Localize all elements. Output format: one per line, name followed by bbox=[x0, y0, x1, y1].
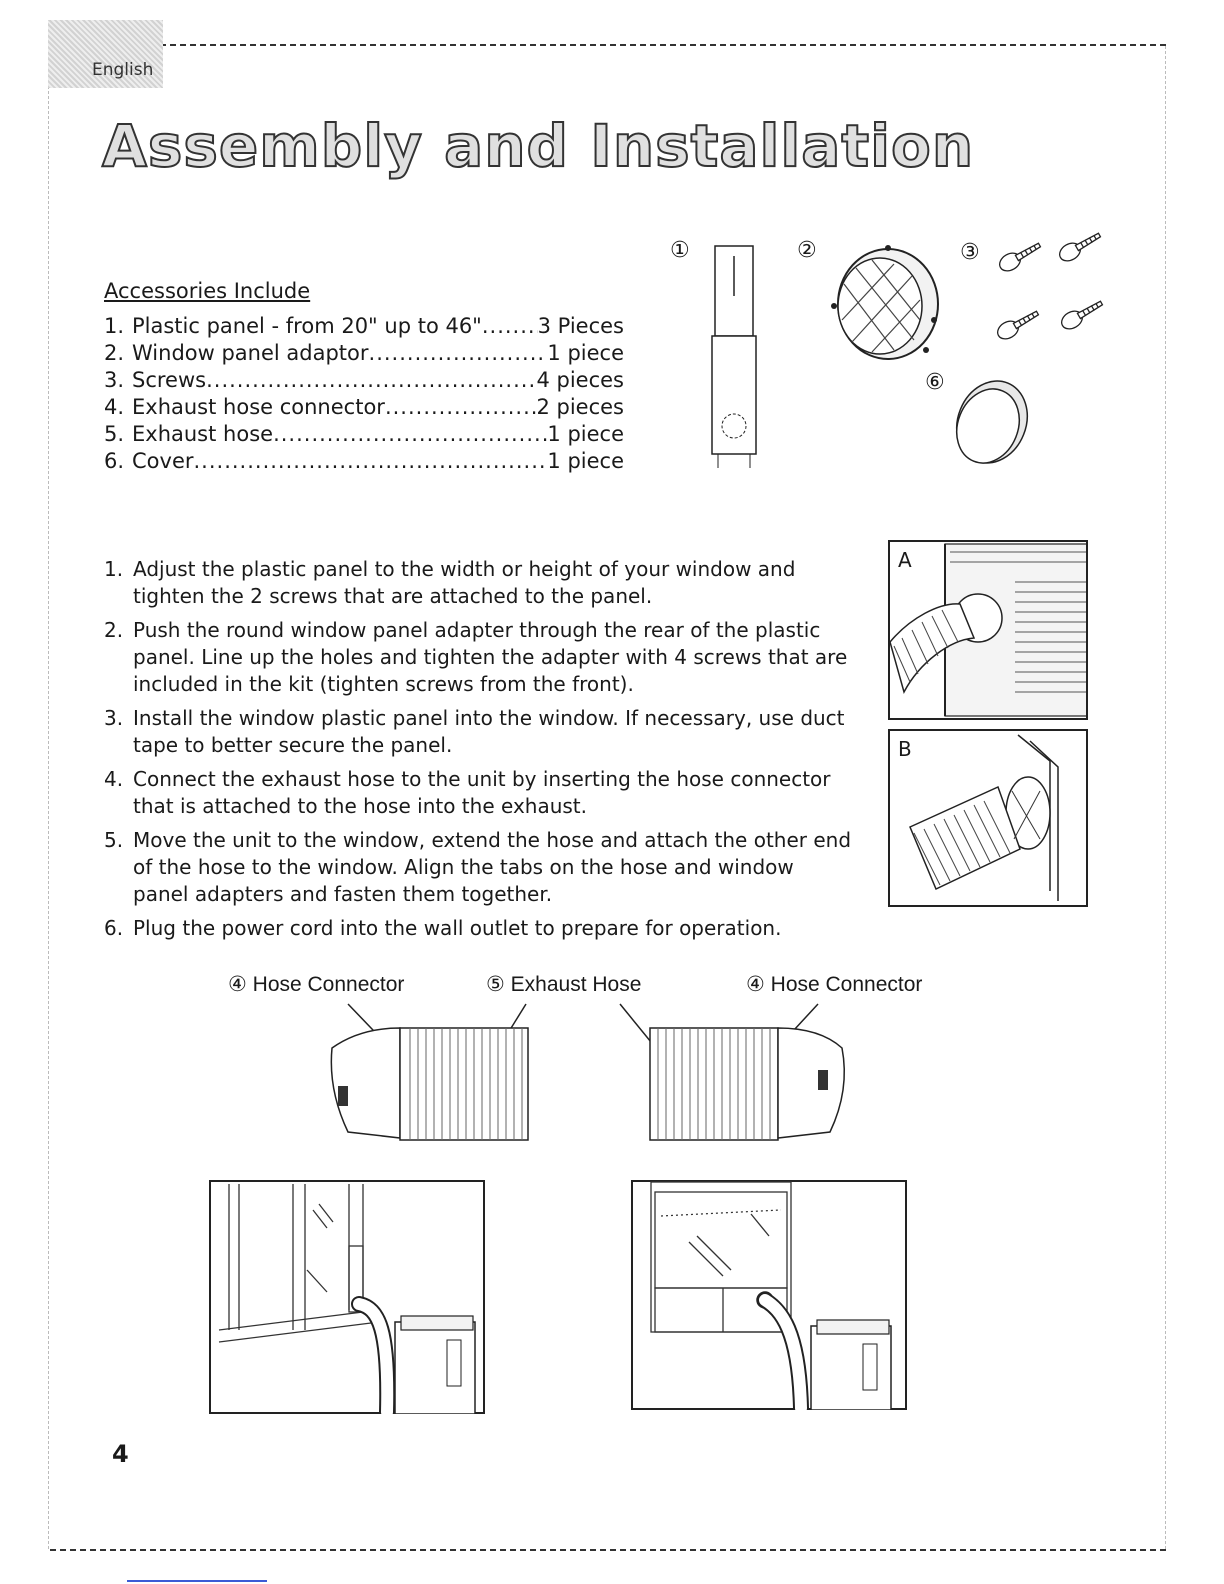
language-tab bbox=[48, 20, 163, 88]
accessory-number: 2. bbox=[104, 341, 125, 365]
step-number: 2. bbox=[104, 618, 124, 642]
marker-adaptor: ② bbox=[797, 238, 817, 263]
step-number: 1. bbox=[104, 557, 124, 581]
accessory-quantity: 1 piece bbox=[547, 422, 624, 446]
accessory-quantity: 1 piece bbox=[547, 341, 624, 365]
step-number: 5. bbox=[104, 828, 124, 852]
accessory-quantity: 4 pieces bbox=[536, 368, 624, 392]
accessory-name: Exhaust hose bbox=[132, 422, 274, 446]
installation-steps bbox=[104, 556, 854, 949]
step-item bbox=[104, 827, 854, 908]
accessory-number: 6. bbox=[104, 449, 125, 473]
marker-screws: ③ bbox=[960, 240, 980, 265]
accessory-item bbox=[104, 395, 624, 422]
callout-hose-connector-left: ④ Hose Connector bbox=[228, 973, 405, 996]
window-install-right-illustration bbox=[631, 1180, 907, 1410]
step-text: Connect the exhaust hose to the unit by inserting the hose connector that is attached to the hose into the exhaust. bbox=[133, 767, 831, 818]
accessory-name: Exhaust hose connector bbox=[132, 395, 385, 419]
leader-dots bbox=[369, 341, 548, 368]
leader-dots bbox=[273, 422, 547, 449]
figure-b bbox=[888, 729, 1088, 907]
accessory-quantity: 3 Pieces bbox=[537, 314, 624, 338]
leader-dots bbox=[482, 314, 538, 341]
page-title: Assembly and Installation bbox=[102, 112, 975, 180]
callout-hose-connector-right: ④ Hose Connector bbox=[746, 973, 923, 996]
leader-dots bbox=[385, 395, 537, 422]
cover-illustration bbox=[948, 378, 1030, 470]
accessory-quantity: 1 piece bbox=[547, 449, 624, 473]
right-dashed-border bbox=[1165, 46, 1166, 1549]
accessory-item bbox=[104, 314, 624, 341]
window-adaptor-illustration bbox=[822, 244, 947, 364]
bottom-dashed-border bbox=[50, 1549, 1166, 1551]
accessory-item bbox=[104, 449, 624, 476]
leader-dots bbox=[206, 368, 536, 395]
step-text: Move the unit to the window, extend the hose and attach the other end of the hose to the window. Align the tabs on the hose and window panel adapters and fasten them together. bbox=[133, 828, 852, 906]
accessory-name: Window panel adaptor bbox=[132, 341, 369, 365]
figure-a-illustration bbox=[890, 542, 1086, 718]
step-text: Push the round window panel adapter through the rear of the plastic panel. Line up the holes and tighten the adapter with 4 screws that are included in the kit (tighten screws from the front). bbox=[133, 618, 848, 696]
accessory-number: 3. bbox=[104, 368, 125, 392]
leader-dots bbox=[194, 449, 548, 476]
step-number: 4. bbox=[104, 767, 124, 791]
step-item bbox=[104, 705, 854, 759]
screws-illustration bbox=[990, 222, 1120, 352]
step-number: 6. bbox=[104, 916, 124, 940]
step-text: Install the window plastic panel into the window. If necessary, use duct tape to better secure the panel. bbox=[133, 706, 845, 757]
accessory-number: 1. bbox=[104, 314, 125, 338]
plastic-panel-illustration bbox=[700, 244, 762, 469]
accessory-name: Plastic panel - from 20" up to 46" bbox=[132, 314, 482, 338]
accessory-name: Cover bbox=[132, 449, 194, 473]
accessory-quantity: 2 pieces bbox=[536, 395, 624, 419]
figure-a bbox=[888, 540, 1088, 720]
left-dashed-border bbox=[48, 46, 49, 1549]
hose-illustration bbox=[320, 998, 860, 1148]
bottom-blue-line bbox=[127, 1580, 267, 1582]
figure-a-label: A bbox=[898, 548, 912, 572]
marker-panel: ① bbox=[670, 238, 690, 263]
top-dashed-border bbox=[50, 44, 1166, 46]
step-item bbox=[104, 766, 854, 820]
accessory-item bbox=[104, 368, 624, 395]
accessory-item bbox=[104, 341, 624, 368]
marker-cover: ⑥ bbox=[925, 370, 945, 395]
step-item bbox=[104, 617, 854, 698]
figure-b-label: B bbox=[898, 737, 912, 761]
accessories-list bbox=[104, 314, 624, 476]
step-item bbox=[104, 556, 854, 610]
accessory-name: Screws bbox=[132, 368, 207, 392]
step-item bbox=[104, 915, 854, 942]
figure-b-illustration bbox=[890, 731, 1086, 905]
callout-exhaust-hose: ⑤ Exhaust Hose bbox=[486, 973, 642, 996]
page-number: 4 bbox=[112, 1440, 129, 1468]
accessories-heading: Accessories Include bbox=[104, 279, 311, 303]
step-number: 3. bbox=[104, 706, 124, 730]
language-tab-label: English bbox=[92, 60, 154, 80]
step-text: Adjust the plastic panel to the width or height of your window and tighten the 2 screws that are attached to the panel. bbox=[133, 557, 796, 608]
accessory-number: 5. bbox=[104, 422, 125, 446]
accessory-item bbox=[104, 422, 624, 449]
window-install-left-illustration bbox=[209, 1180, 485, 1414]
accessory-number: 4. bbox=[104, 395, 125, 419]
step-text: Plug the power cord into the wall outlet to prepare for operation. bbox=[133, 916, 782, 940]
